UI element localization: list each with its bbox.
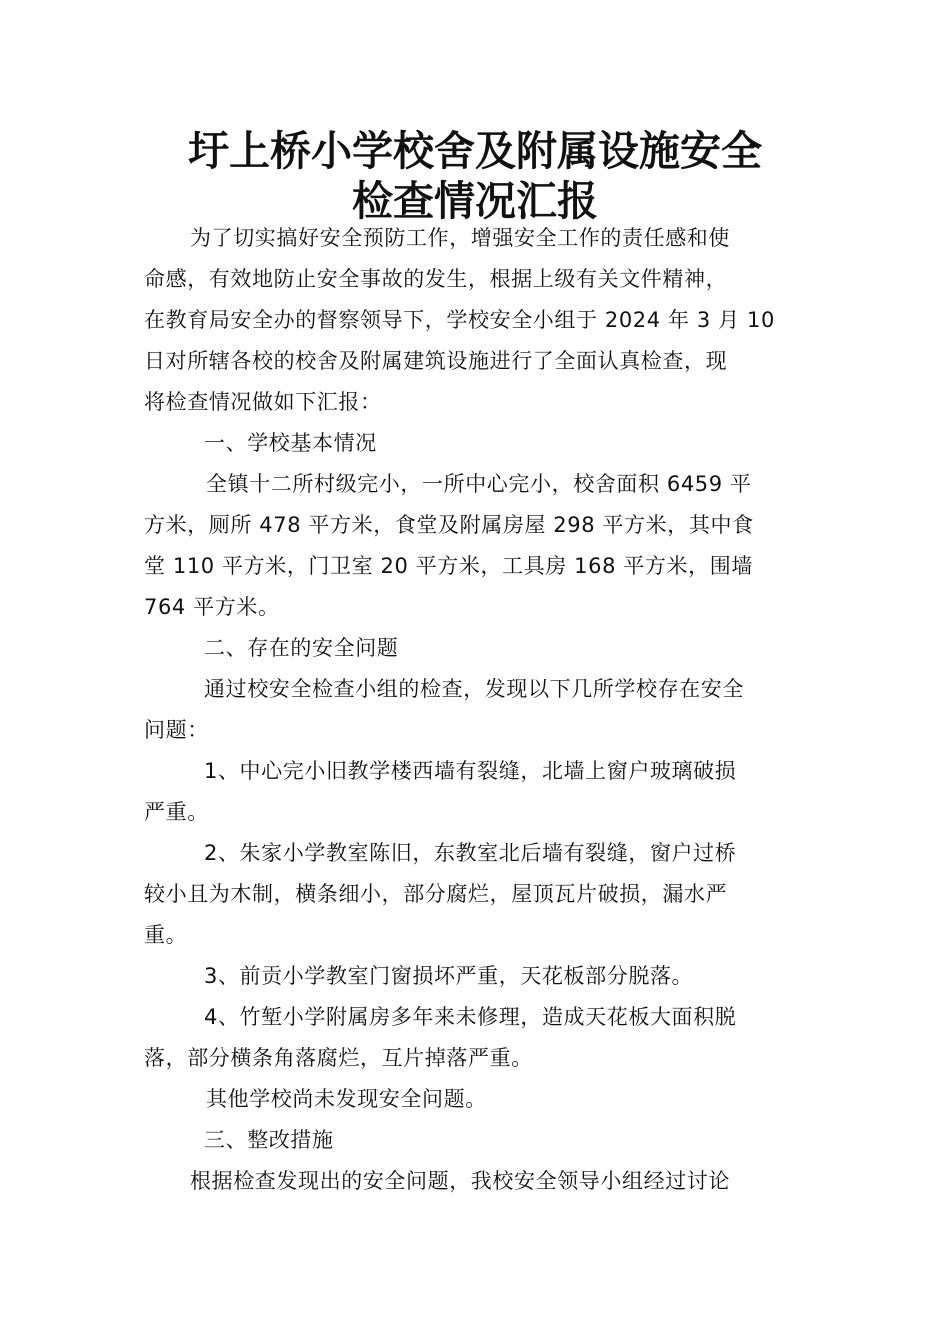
document-title-line-1: 圩上桥小学校舍及附属设施安全 — [188, 127, 762, 175]
list-item-line: 3、前贡小学教室门窗损坏严重，天花板部分脱落。 — [204, 964, 694, 988]
paragraph-line: 根据检查发现出的安全问题，我校安全领导小组经过讨论 — [190, 1169, 730, 1193]
paragraph-line: 764 平方米。 — [144, 595, 280, 619]
list-item-line: 较小且为木制，横条细小，部分腐烂，屋顶瓦片破损，漏水严 — [144, 882, 728, 906]
paragraph-line: 全镇十二所村级完小，一所中心完小，校舍面积 6459 平 — [206, 472, 752, 496]
paragraph-line: 将检查情况做如下汇报： — [144, 390, 382, 414]
list-item-line: 落，部分横条角落腐烂，互片掉落严重。 — [144, 1046, 533, 1070]
paragraph-line: 堂 110 平方米，门卫室 20 平方米，工具房 168 平方米，围墙 — [144, 554, 753, 578]
list-item-line: 1、中心完小旧教学楼西墙有裂缝，北墙上窗户玻璃破损 — [204, 759, 737, 783]
list-item-line: 重。 — [144, 923, 188, 947]
list-item-line: 2、朱家小学教室陈旧，东教室北后墙有裂缝，窗户过桥 — [204, 841, 737, 865]
paragraph-line: 方米，厕所 478 平方米，食堂及附属房屋 298 平方米，其中食 — [144, 513, 754, 537]
paragraph-line: 在教育局安全办的督察领导下，学校安全小组于 2024 年 3 月 10 — [144, 308, 775, 332]
section-heading: 一、学校基本情况 — [204, 431, 377, 455]
section-heading: 二、存在的安全问题 — [204, 636, 399, 660]
list-item-line: 严重。 — [144, 800, 209, 824]
paragraph-line: 问题： — [144, 718, 209, 742]
paragraph-line: 通过校安全检查小组的检查，发现以下几所学校存在安全 — [204, 677, 744, 701]
section-heading: 三、整改措施 — [204, 1128, 334, 1152]
paragraph-line: 其他学校尚未发现安全问题。 — [206, 1087, 487, 1111]
list-item-line: 4、竹堑小学附属房多年来未修理，造成天花板大面积脱 — [204, 1005, 737, 1029]
paragraph-line: 为了切实搞好安全预防工作，增强安全工作的责任感和使 — [190, 226, 730, 250]
paragraph-line: 日对所辖各校的校舍及附属建筑设施进行了全面认真检查，现 — [144, 349, 728, 373]
document-title-line-2: 检查情况汇报 — [352, 177, 598, 225]
paragraph-line: 命感，有效地防止安全事故的发生，根据上级有关文件精神， — [144, 267, 728, 291]
